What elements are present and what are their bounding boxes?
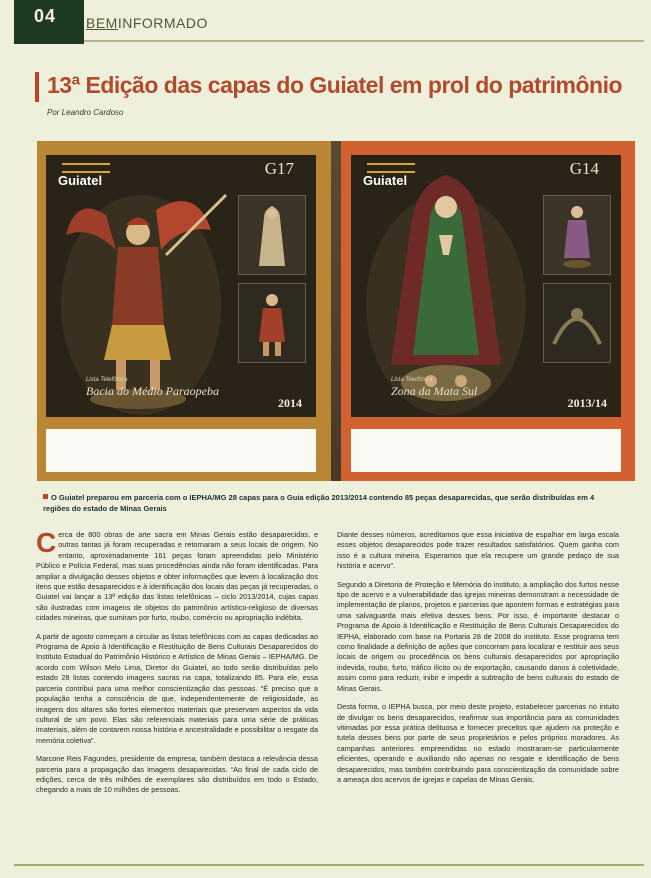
relic-thumbnail-2 [238,283,306,363]
publication-brand [86,15,208,31]
region-label: Lista Telefônica [391,377,433,383]
paragraph-text: erca de 800 obras de arte sacra em Minas Gerais estão desaparecidas, e outras tantas já foram recuperadas e retornaram a seus locais de origem. No entanto, aproximadamente 161 peças foram apreendidas pelo Ministério Público e Polícia Federal, mas suas procedências ainda não foram identificadas. Para ampliar a divulgação desses objetos e obter informações que levem à localização dos itens que estão desaparecidos e à identificação dos locais das peças já recuperadas, o Guiatel vai lançar a 13ª edição das listas telefônicas – ciclo 2013/2014, cujas capas são ilustradas com imagens de objetos do patrimônio artístico-religioso de diversas cidades mineiras, que sumiram por furto, roubo, comércio ou apropriação indébita. [36,530,318,623]
caption-marker [43,494,48,499]
paragraph: Diante desses números, acreditamos que essa iniciativa de espalhar em larga escala esses objetos desaparecidos pode trazer resultados satisfatórios. Quem ganha com isso é a cultura mineira. Esperamos que ela recupere um grande pedaço de sua história e acervo”. [337,530,619,571]
logo-stripes [367,163,415,173]
paragraph: Marcone Reis Fagundes, presidente da empresa, também destaca a relevância dessa parceria para a propagação das imagens desaparecidas. “Ao final de cada ciclo de edições, cerca de três milhões de exemplares são distribuídos em todo o Estado, chegando a mais de 10 milhões de pessoas. [36,754,318,795]
edition-code: G17 [264,159,294,178]
brand-bem: BEM [86,15,118,31]
logo-stripes [62,163,110,173]
logo-text: Guiatel [58,173,103,188]
header-rule [84,40,644,42]
guiatel-logo-right [361,161,431,189]
region-name: Zona da Mata Sul [391,384,478,398]
article-title: 13ª Edição das capas do Guiatel em prol do patrimônio [47,72,623,98]
page-number-box [14,0,84,44]
caption-text: O Guiatel preparou em parceria com o IEPHA/MG 28 capas para o Guia edição 2013/2014 contendo 85 peças desaparecidas, que serão distribuídas em 4 regiões do estado de Minas Gerais [43,493,595,513]
cover-year: 2013/14 [567,396,607,410]
title-accent-bar [35,72,39,102]
guiatel-logo-left [56,161,126,189]
cover-artwork-right [351,155,621,417]
region-name: Bacia do Médio Paraopeba [86,384,219,398]
article-column-right [337,530,619,793]
page-number: 04 [34,6,57,26]
paragraph: Segundo a Diretoria de Proteção e Memória do instituto, a ampliação dos furtos nesse tipo de acervo e a vulnerabilidade das igrejas mineiras demonstram a necessidade de implementação de planos, projetos e parcerias que apontem formas e estratégias para uma salvaguarda mais efetiva desses bens. Por isso, é importante destacar o Programa de Apoio à Identificação e Restituição de Bens Culturais Desaparecidos do IEPHA, elaborado com base na Portaria 28 de 2008 do instituto. Esse programa tem como finalidade a definição de ações que concorram para localizar e restituir aos seus locais de origem ou procedência os bens culturais desaparecidos por apropriação indevida, roubo, furto, tráfico ilícito ou de exportação, causando danos à coletividade, assim como para reduzir, inibir e impedir a subtração de bens culturais do estado de Minas Gerais. [337,579,619,693]
paragraph: Desta forma, o IEPHA busca, por meio deste projeto, estabelecer parcerias no intuito de divulgar os bens desaparecidos, reafirmar sua importância para as comunidades vitimadas por essa prática delituosa e fornecer preceitos que ajudem na proteção e tutela desses bens por parte de seus proprietários e pelos próprios moradores. As campanhas anteriores empreendidas no estado mostraram-se particularmente eficientes, operando e auxiliando não apenas no resgate e identificação de bens desaparecidos, mas também contribuindo para conscientização da comunidade sobre a ameaça dos acervos de igrejas e capelas de Minas Gerais. [337,702,619,784]
page-header [0,0,651,44]
brand-informado: INFORMADO [117,15,208,31]
cover-year: 2014 [278,396,302,410]
ornament-thumbnail [544,284,610,362]
paragraph: A partir de agosto começam a circular as listas telefônicas com as capas dedicadas ao Programa de Apoio à Identificação e Restituição de Bens Culturais Desaparecidos do Instituto Estadual do Patrimônio Histórico e Artístico de Minas Gerais – IEPHA/MG. De acordo com Wilson Melo Lima, Diretor do Guiatel, ao todo serão distribuídas pelo estado 28 listas contendo imagens sacras na capa, totalizando 85. Para ele, essa parceria contribui para uma melhor conscientização das pessoas. “É preciso que a população tenha a consciência de que, independentemente de religiosidade, as imagens dos altares são fortes elementos materiais que preservam aspectos da vida cultural de um povo. Elas são referenciais materiais para uma série de práticas imateriais, além de contarem nossa história e ancestralidade e possibilitar o resgate da memória coletiva”. [36,631,318,745]
logo-text: Guiatel [363,173,408,188]
relic-thumbnail-4 [543,283,611,363]
article-byline: Por Leandro Cardoso [47,108,124,117]
relic-thumbnail-1 [238,195,306,275]
cover-artwork-left [46,155,316,417]
phonebook-cover-left [37,141,331,481]
saint-thumbnail [544,196,610,274]
relic-thumbnail-3 [543,195,611,275]
saint-thumbnail [239,284,305,362]
cover-photo [37,141,635,481]
footer-rule [14,864,644,866]
paragraph [36,527,318,624]
cover-blank-strip [351,429,621,472]
drop-cap: C [36,527,57,558]
phonebook-cover-right [341,141,635,481]
photo-caption [43,492,613,514]
article-column-left [36,527,318,804]
region-label: Lista Telefônica [86,377,128,383]
madonna-thumbnail [239,196,305,274]
edition-code: G14 [569,159,599,178]
cover-blank-strip [46,429,316,472]
